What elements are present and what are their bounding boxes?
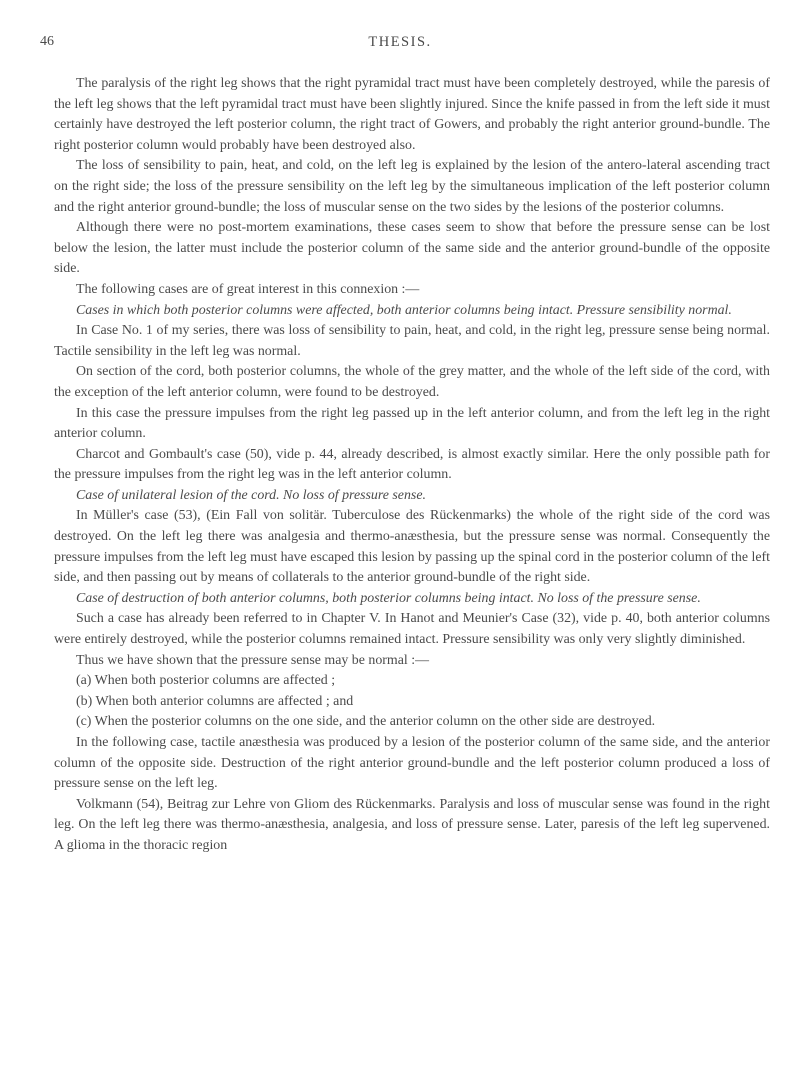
paragraph: In the following case, tactile anæsthesia was produced by a lesion of the posterior column of the same side, and the anterior column of the opposite side. Destruction of the right anterior ground-bundle and the left posterior column produced a loss of pressure sense on the left leg. [54, 735, 770, 792]
list-item-text: When both posterior columns are affected ; [94, 673, 336, 689]
paragraph: On section of the cord, both posterior columns, the whole of the grey matter, and the whole of the left side of the cord, with the exception of the left anterior column, were found to be destroyed. [54, 364, 770, 400]
paragraph: Thus we have shown that the pressure sense may be normal :— [76, 652, 429, 668]
running-title: THESIS. [368, 34, 432, 50]
paragraph: The paralysis of the right leg shows that the right pyramidal tract must have been completely destroyed, while the paresis of the left leg shows that the left pyramidal tract must have been slightly injured. Since the knife passed in from the left side it must certainly have destroyed the left posterior column, the right tract of Gowers, and probably the right anterior ground-bundle. The right posterior column would probably have been destroyed also. [54, 76, 770, 153]
italic-heading [54, 301, 770, 322]
paragraph: The following cases are of great interest in this connexion :— [76, 281, 420, 297]
list-item-text: When the posterior columns on the one side, and the anterior column on the other side are destroyed. [94, 714, 656, 730]
list-marker: (c) [76, 714, 92, 730]
paragraph: Such a case has already been referred to in Chapter V. In Hanot and Meunier's Case (32), vide p. 40, both anterior columns were entirely destroyed, while the posterior columns remained intact. Pressure sensibility was only very slightly diminished. [54, 611, 770, 648]
italic-heading-text: Case of destruction of both anterior columns, both posterior columns being intact. No loss of the pressure sense. [76, 590, 701, 606]
paragraph: In Case No. 1 of my series, there was loss of sensibility to pain, heat, and cold, in the right leg, pressure sense being normal. Tactile sensibility in the left leg was normal. [54, 323, 770, 359]
list-item [54, 712, 770, 733]
body-text [54, 74, 770, 857]
paragraph: Volkmann (54), Beitrag zur Lehre von Gliom des Rückenmarks. Paralysis and loss of muscular sense was found in the right leg. On the left leg there was thermo-anæsthesia, analgesia, and loss of pressure sense. Later, paresis of the left leg supervened. A glioma in the thoracic region [54, 796, 770, 853]
list-marker: (b) [76, 693, 93, 709]
paragraph: The loss of sensibility to pain, heat, and cold, on the left leg is explained by the lesion of the antero-lateral ascending tract on the right side; the loss of the pressure sensibility on the left leg by the simultaneous implication of the left posterior column and the right anterior ground-bundle; the loss of muscular sense on the two sides by the lesions of the posterior columns. [54, 158, 770, 215]
list-marker: (a) [76, 673, 92, 689]
list-item [54, 692, 770, 713]
italic-heading-text: Case of unilateral lesion of the cord. No loss of pressure sense. [76, 487, 426, 503]
paragraph: Charcot and Gombault's case (50), vide p. 44, already described, is almost exactly similar. Here the only possible path for the pressure impulses from the right leg was in the left anterior column. [54, 446, 770, 483]
paragraph: In this case the pressure impulses from the right leg passed up in the left anterior column, and from the left leg in the right anterior column. [54, 405, 770, 442]
paragraph: In Müller's case (53), (Ein Fall von solitär. Tuberculose des Rückenmarks) the whole of the right side of the cord was destroyed. On the left leg there was analgesia and thermo-anæsthesia, but the pressure sense was normal. Consequently the pressure impulses from the left leg must have escaped this lesion by passing up the spinal cord in the posterior column of the left side, and then passing out by means of collaterals to the anterior ground-bundle of the right side. [54, 508, 770, 586]
list-item [54, 671, 770, 692]
page-number: 46 [40, 34, 54, 49]
italic-heading [54, 486, 770, 507]
italic-heading [54, 589, 770, 610]
list-item-text: When both anterior columns are affected ; and [95, 693, 354, 709]
page-header [0, 34, 800, 54]
italic-heading-text: Cases in which both posterior columns were affected, both anterior columns being intact. Pressure sensibility normal. [76, 302, 732, 318]
paragraph: Although there were no post-mortem examinations, these cases seem to show that before the pressure sense can be lost below the lesion, the latter must include the posterior column of the same side and the anterior ground-bundle of the opposite side. [54, 220, 770, 277]
condition-list [54, 671, 770, 733]
